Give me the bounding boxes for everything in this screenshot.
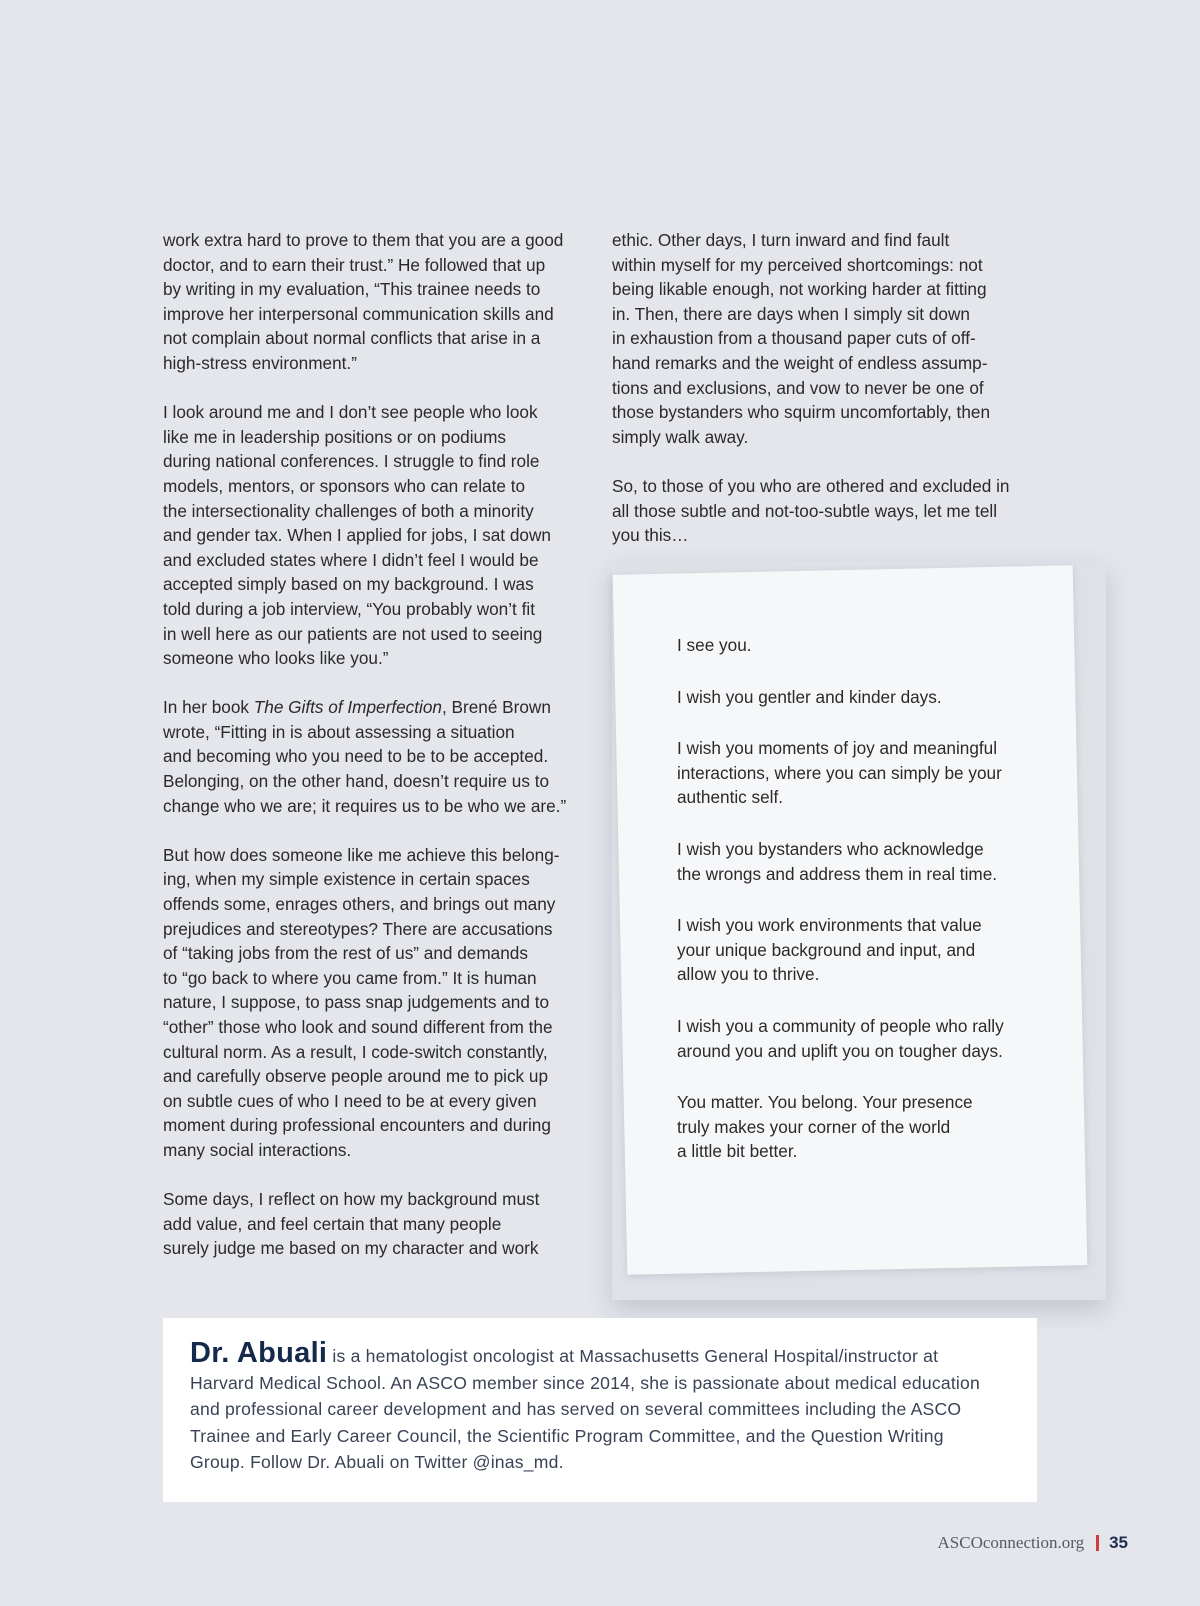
note-item: [677, 736, 1057, 810]
text-line: I look around me and I don’t see people who look: [163, 402, 538, 423]
text-line: I see you.: [677, 635, 752, 655]
text-line: You matter. You belong. Your presence: [677, 1092, 973, 1113]
book-title: The Gifts of Imperfection: [253, 697, 442, 718]
left-column: [163, 228, 593, 1261]
text-line: like me in leadership positions or on podiums: [163, 426, 506, 447]
text-line: in exhaustion from a thousand paper cuts of off-: [612, 328, 976, 349]
text-line: authentic self.: [677, 787, 784, 808]
text-line: doctor, and to earn their trust.” He followed that up: [163, 254, 546, 275]
text-line: allow you to thrive.: [677, 964, 820, 985]
text-line: nature, I suppose, to pass snap judgements and to: [163, 992, 550, 1013]
note-item: [677, 837, 1057, 886]
text-line: told during a job interview, “You probably won’t fit: [163, 598, 535, 619]
text-line: and becoming who you need to be to be accepted.: [163, 746, 549, 767]
text-line: and carefully observe people around me to pick up: [163, 1066, 549, 1087]
text-line: change who we are; it requires us to be who we are.”: [163, 795, 567, 816]
paragraph: [163, 400, 593, 671]
text-line: Group. Follow Dr. Abuali on Twitter @inas_md.: [190, 1452, 564, 1473]
text-line: around you and uplift you on tougher days.: [677, 1040, 1003, 1061]
text-line: those bystanders who squirm uncomfortably, then: [612, 402, 990, 423]
paragraph: [612, 474, 1042, 548]
text-line: within myself for my perceived shortcomings: not: [612, 254, 983, 275]
text-line: Some days, I reflect on how my background must: [163, 1189, 540, 1210]
text-line: work extra hard to prove to them that you are a good: [163, 230, 564, 250]
page-number: 35: [1109, 1533, 1128, 1552]
paragraph: [163, 695, 593, 818]
text-line: on subtle cues of who I need to be at every given: [163, 1090, 537, 1111]
text-line: the wrongs and address them in real time.: [677, 863, 998, 884]
text-line: during national conferences. I struggle to find role: [163, 451, 540, 472]
text-line: surely judge me based on my character and work: [163, 1238, 539, 1259]
text-line: prejudices and stereotypes? There are accusations: [163, 918, 553, 939]
text-line: Harvard Medical School. An ASCO member since 2014, she is passionate about medical education: [190, 1372, 981, 1393]
text-line: someone who looks like you.”: [163, 648, 389, 669]
text-line: I wish you work environments that value: [677, 915, 982, 936]
text-line: and gender tax. When I applied for jobs, I sat down: [163, 525, 551, 546]
text-line: I wish you a community of people who rally: [677, 1015, 1004, 1036]
text-line: tions and exclusions, and vow to never be one of: [612, 377, 984, 398]
note-item: [677, 1090, 1057, 1164]
text-line: I wish you gentler and kinder days.: [677, 686, 942, 707]
text-line: many social interactions.: [163, 1139, 352, 1160]
text-line: to “go back to where you came from.” It is human: [163, 967, 537, 988]
text-line: [163, 695, 593, 720]
text-line: moment during professional encounters and during: [163, 1115, 551, 1136]
text-line: the intersectionality challenges of both a minority: [163, 500, 534, 521]
note-item: [677, 685, 1057, 710]
text-line: Belonging, on the other hand, doesn’t require us to: [163, 771, 550, 792]
text-line: of “taking jobs from the rest of us” and demands: [163, 943, 528, 964]
text-line: add value, and feel certain that many people: [163, 1213, 502, 1234]
text-line: But how does someone like me achieve this belong-: [163, 844, 560, 865]
text-line: accepted simply based on my background. I was: [163, 574, 534, 595]
text-line: interactions, where you can simply be your: [677, 762, 1002, 783]
text-line: cultural norm. As a result, I code-switch constantly,: [163, 1041, 548, 1062]
text-line: in. Then, there are days when I simply sit down: [612, 303, 970, 324]
author-name: Dr. Abuali: [190, 1337, 328, 1369]
text-line: being likable enough, not working harder at fitting: [612, 279, 987, 300]
text-line: by writing in my evaluation, “This trainee needs to: [163, 279, 541, 300]
text-line: not complain about normal conflicts that arise in a: [163, 328, 541, 349]
footer-separator: [1096, 1535, 1099, 1551]
text-line: and excluded states where I didn’t feel I would be: [163, 549, 539, 570]
text-segment: , Brené Brown: [441, 697, 551, 718]
text-line: ing, when my simple existence in certain spaces: [163, 869, 530, 890]
text-line: wrote, “Fitting in is about assessing a situation: [163, 721, 515, 742]
text-line: you this…: [612, 525, 689, 546]
text-line: in well here as our patients are not used to seeing: [163, 623, 543, 644]
right-column: [612, 228, 1042, 548]
paragraph: [163, 228, 593, 376]
note-card-text: [677, 633, 1057, 1191]
note-item: [677, 1014, 1057, 1063]
text-line: your unique background and input, and: [677, 939, 976, 960]
site-name: ASCOconnection.org: [937, 1533, 1085, 1552]
text-line: and professional career development and has served on several committees including the ASCO: [190, 1399, 962, 1420]
page-footer: [938, 1533, 1128, 1553]
paragraph: [612, 228, 1042, 449]
text-line: ethic. Other days, I turn inward and find fault: [612, 230, 950, 250]
text-line: a little bit better.: [677, 1141, 798, 1162]
text-line: I wish you moments of joy and meaningful: [677, 738, 998, 759]
text-line: I wish you bystanders who acknowledge: [677, 838, 984, 859]
text-line: models, mentors, or sponsors who can relate to: [163, 475, 526, 496]
text-line: Trainee and Early Career Council, the Scientific Program Committee, and the Question Writing: [190, 1425, 944, 1446]
text-line: improve her interpersonal communication skills and: [163, 303, 554, 324]
text-line: all those subtle and not-too-subtle ways, let me tell: [612, 500, 998, 521]
text-line: simply walk away.: [612, 426, 749, 447]
author-bio-box: [163, 1318, 1037, 1502]
note-item: [677, 633, 1057, 658]
text-line: high-stress environment.”: [163, 352, 357, 373]
text-line: “other” those who look and sound different from the: [163, 1017, 553, 1037]
paragraph: [163, 843, 593, 1163]
paragraph: [163, 1187, 593, 1261]
text-line: truly makes your corner of the world: [677, 1116, 951, 1137]
text-line: [190, 1337, 1020, 1370]
author-bio: [190, 1337, 1020, 1476]
text-line: offends some, enrages others, and brings out many: [163, 894, 556, 915]
note-item: [677, 913, 1057, 987]
text-segment: In her book: [163, 697, 254, 718]
text-segment: is a hematologist oncologist at Massachusetts General Hospital/instructor at: [327, 1346, 939, 1366]
text-line: So, to those of you who are othered and excluded in: [612, 475, 1010, 496]
text-line: hand remarks and the weight of endless assump-: [612, 352, 988, 373]
